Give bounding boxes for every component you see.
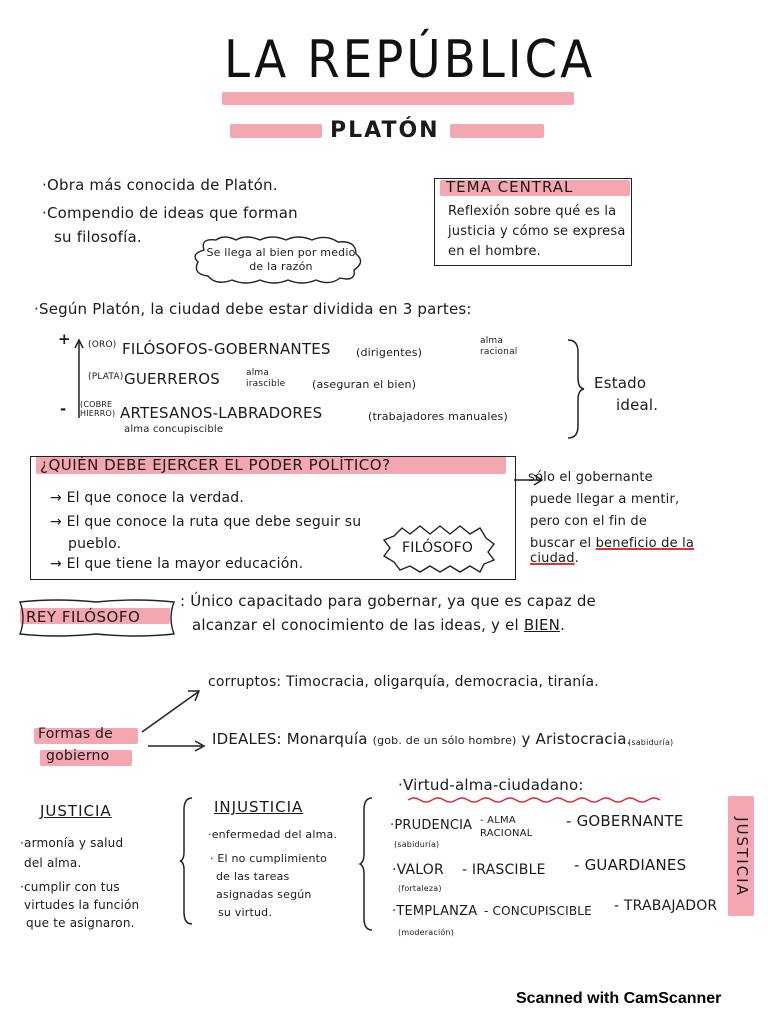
side-note-4 (530, 536, 730, 566)
side-note-1: sólo el gobernante (528, 470, 653, 485)
arrow-up-right-icon (142, 688, 202, 734)
virtud-r2-b: - IRASCIBLE (462, 862, 546, 878)
virtud-r1-a: ·PRUDENCIA (390, 818, 473, 833)
virtud-r2-a: ·VALOR (392, 862, 444, 878)
formas-ideales-end: y Aristocracia. (521, 730, 632, 748)
title-highlight (222, 92, 574, 105)
injusticia-title: INJUSTICIA (214, 798, 304, 816)
formas-label-2: gobierno (46, 748, 110, 764)
row3-main: ARTESANOS-LABRADORES (120, 404, 323, 422)
rey-label: REY FILÓSOFO (26, 608, 141, 626)
rey-bien: BIEN (523, 616, 561, 634)
tema-central-text-3: en el hombre. (448, 244, 542, 259)
rey-end: . (560, 616, 566, 634)
poder-item-1: → El que conoce la verdad. (50, 490, 244, 506)
page-title: LA REPÚBLICA (224, 30, 596, 90)
virtud-header: ·Virtud-alma-ciudadano: (398, 776, 584, 794)
intro-bullet-2-line2: su filosofía. (54, 228, 142, 246)
justicia-title: JUSTICIA (40, 802, 112, 820)
estado-ideal-1: Estado (594, 374, 647, 392)
poder-item-3: → El que tiene la mayor educación. (50, 556, 304, 572)
injusticia-l2: · El no cumplimiento (210, 852, 328, 865)
poder-item-2-line2: pueblo. (68, 536, 122, 552)
side-note-2: puede llegar a mentir, (530, 492, 680, 507)
author-highlight-right (450, 124, 544, 138)
injusticia-l4: asignadas según (216, 888, 312, 901)
tema-central-text-1: Reflexión sobre qué es la (448, 204, 617, 219)
virtud-r2-note: (fortaleza) (398, 884, 442, 893)
plus-sign: + (58, 330, 71, 348)
row1-paren: (dirigentes) (356, 346, 423, 359)
virtud-vertical: JUSTICIA (733, 817, 751, 897)
rey-text-1: : Único capacitado para gobernar, ya que es capaz de (180, 592, 596, 610)
side-note-end: . (574, 551, 580, 566)
poder-question: ¿QUIÉN DEBE EJERCER EL PODER POLÍTICO? (40, 456, 391, 474)
row1-main: FILÓSOFOS-GOBERNANTES (122, 340, 331, 358)
brace-left-2 (360, 796, 374, 932)
rey-text-2 (192, 616, 565, 634)
row3-metal: (COBRE HIERRO) (80, 400, 116, 418)
virtud-r1-c: - GOBERNANTE (566, 812, 684, 830)
formas-label-1: Formas de (38, 726, 113, 742)
formas-ideales (212, 730, 632, 748)
formas-ideales-paren: (gob. de un sólo hombre) (372, 734, 517, 747)
author: PLATÓN (330, 118, 440, 143)
virtud-r1-note: (sabiduría) (394, 840, 440, 849)
formas-sabiduria: (sabiduría) (628, 738, 674, 747)
row2-main: GUERREROS (124, 370, 220, 388)
arrow-right-icon-2 (148, 740, 206, 752)
row1-soul: alma racional (480, 336, 518, 357)
row2-paren: (aseguran el bien) (312, 378, 417, 391)
justicia-l2: del alma. (24, 856, 82, 870)
side-note-4-start: buscar el (530, 536, 592, 551)
virtud-r3-b: - CONCUPISCIBLE (484, 904, 592, 918)
intro-bullet-2-line1: ·Compendio de ideas que forman (42, 204, 298, 222)
justicia-l4: virtudes la función (24, 898, 140, 912)
virtud-r1-b: - ALMA RACIONAL (480, 815, 533, 839)
tema-central-label: TEMA CENTRAL (446, 178, 574, 196)
row1-metal: (ORO) (88, 340, 117, 350)
scanner-watermark: Scanned with CamScanner (516, 990, 722, 1007)
ciudad-intro: ·Según Platón, la ciudad debe estar dividida en 3 partes: (34, 300, 472, 318)
minus-sign: - (60, 400, 67, 418)
side-note-underlined: beneficio de la ciudad (530, 536, 695, 566)
formas-corruptos: corruptos: Timocracia, oligarquía, democracia, tiranía. (208, 674, 599, 690)
injusticia-l3: de las tareas (216, 870, 290, 883)
virtud-r3-c: - TRABAJADOR (614, 898, 718, 914)
row2-soul: alma irascible (246, 368, 286, 389)
row3-soul: alma concupiscible (124, 424, 224, 435)
poder-item-2-line1: → El que conoce la ruta que debe seguir su (50, 514, 362, 530)
estado-ideal-2: ideal. (616, 396, 659, 414)
formas-ideales-label: IDEALES: Monarquía (212, 730, 368, 748)
intro-bullet-1: ·Obra más conocida de Platón. (42, 176, 278, 194)
injusticia-l5: su virtud. (218, 906, 273, 919)
cloud-text: Se llega al bien por medio de la razón (206, 246, 356, 273)
rey-text-2-start: alcanzar el conocimiento de las ideas, y el (192, 616, 519, 634)
virtud-r2-c: - GUARDIANES (574, 856, 687, 874)
brace-left-1 (180, 796, 194, 926)
virtud-r3-note: (moderación) (398, 928, 455, 937)
filosofo-badge: FILÓSOFO (402, 540, 474, 556)
side-note-3: pero con el fin de (530, 514, 648, 529)
row3-paren: (trabajadores manuales) (368, 410, 508, 423)
wavy-underline (408, 796, 668, 804)
row2-metal: (PLATA) (88, 372, 124, 382)
injusticia-l1: ·enfermedad del alma. (208, 828, 338, 841)
author-highlight (230, 124, 322, 138)
virtud-r3-a: ·TEMPLANZA (392, 904, 478, 919)
justicia-l3: ·cumplir con tus (20, 880, 120, 894)
brace-right (566, 338, 584, 440)
justicia-l5: que te asignaron. (26, 916, 135, 930)
justicia-l1: ·armonía y salud (20, 836, 124, 850)
tema-central-text-2: justicia y cómo se expresa (448, 224, 626, 239)
